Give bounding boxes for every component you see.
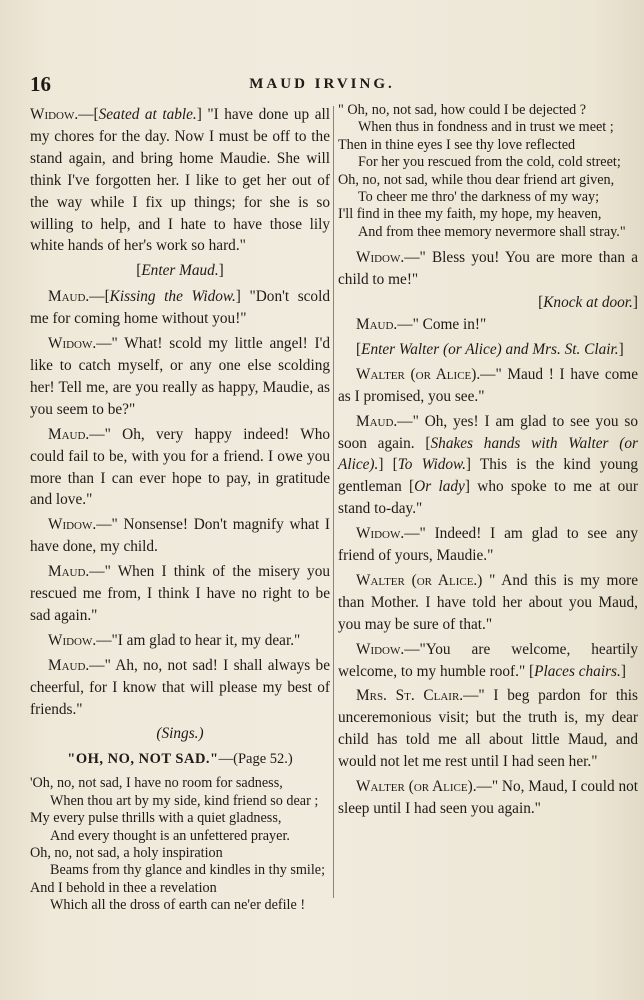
page-header [30, 72, 614, 96]
speaker: Walter (or Alice). [356, 365, 481, 383]
stage-direction-line: [Knock at door.] [538, 294, 638, 312]
stage-direction: Seated at table. [98, 106, 197, 123]
verse-line: Which all the dross of earth can ne'er defile ! [50, 897, 306, 914]
song-verse [338, 102, 638, 241]
speaker: Widow. [356, 640, 405, 658]
verse-line: And every thought is an unfettered prayer. [50, 827, 290, 844]
paragraph: Walter (or Alice).—" Maud ! I have come as I promised, you see." [338, 365, 638, 405]
stage-direction: Knock at door. [543, 294, 633, 312]
speaker: Maud. [48, 288, 90, 306]
sings-direction: (Sings.) [156, 725, 204, 743]
paragraph: Maud.—" Come in!" [356, 315, 487, 333]
verse-line: Beams from thy glance and kindles in thy smile; [50, 862, 326, 879]
speaker: Walter (or Alice). [356, 778, 477, 796]
stage-direction: Places chairs. [534, 662, 621, 680]
verse-line: I'll find in thee my faith, my hope, my heaven, [338, 206, 602, 223]
song-verse [30, 775, 330, 914]
dialogue: " No, Maud, I could not sleep until I had seen you again." [338, 778, 638, 817]
dialogue: " Indeed! I am glad to see any friend of yours, Maudie." [338, 525, 638, 565]
stage-direction: To Widow. [397, 456, 466, 474]
dialogue: "I have done up all my chores for the day. Now I must be off to the stand again, and bring home Maudie. She will think I've forgotten her. I like to get her out of the way while I fix up things; for she is so willing to help, and I hate to have those lily white hands of her's work so hard." [30, 106, 330, 255]
song-title [30, 749, 330, 771]
paragraph: Widow.—"You are welcome, heartily welcome, to my humble roof." [Places chairs.] [338, 640, 638, 680]
speaker: Mrs. St. Clair. [356, 687, 464, 705]
verse-line: To cheer me thro' the darkness of my way; [358, 189, 600, 206]
dialogue: " I beg pardon for this unceremonious visit; but the truth is, my dear child has told me all about little Maud, and would not let me rest until I had seen her." [338, 687, 638, 771]
dialogue: who spoke to me at our stand to-day." [338, 478, 638, 518]
dialogue: " Ah, no, not sad! I shall always be cheerful, for I know that will please my best of friends." [30, 656, 330, 718]
verse-line: When thus in fondness and in trust we meet ; [358, 119, 614, 136]
stage-direction-line: [Enter Maud.] [136, 262, 224, 280]
verse-line: " Oh, no, not sad, how could I be dejected ? [338, 102, 587, 118]
verse-line: When thou art by my side, kind friend so dear ; [50, 792, 319, 809]
paragraph: Widow.—[Seated at table.] "I have done up all my chores for the day. Now I must be off to the stand again, and bring home Maudie. She will think I've forgotten her. I like to get her out of the way while I fix up things; for she is so willing to help, and I hate to have those lily white hands of her's work so hard." [30, 106, 330, 255]
dialogue: " When I think of the misery you rescued me from, I think I have no right to be sad again." [30, 563, 330, 624]
paragraph: Maud.—" Oh, very happy indeed! Who could fail to be, with you for a friend. I owe you more than I can ever hope to pay, in gratitude and love." [30, 425, 330, 509]
page-number: 16 [30, 72, 51, 96]
stage-direction: Shakes hands with Walter (or Alice). [338, 434, 638, 474]
verse-line: Oh, no, not sad, a holy inspiration [30, 844, 223, 861]
song-title-text: "OH, NO, NOT SAD." [67, 751, 219, 768]
dialogue: " Maud ! I have come as I promised, you see." [338, 365, 638, 405]
stage-direction: Or lady [414, 478, 465, 496]
paragraph: Widow.—" Nonsense! Don't magnify what I have done, my child. [30, 516, 330, 556]
dialogue: "I am glad to hear it, my dear." [111, 631, 301, 649]
verse-line: For her you rescued from the cold, cold street; [358, 154, 621, 171]
dialogue: " Oh, yes! I am glad to see you so soon again. [338, 412, 638, 452]
speaker: Widow. [48, 516, 97, 534]
right-column [338, 102, 638, 823]
speaker: Widow. [356, 249, 405, 267]
paragraph: Walter (or Alice).—" No, Maud, I could not sleep until I had seen you again." [338, 778, 638, 817]
speaker: Maud. [48, 656, 90, 674]
dialogue: " What! scold my little angel! I'd like to catch myself, or any one else scolding her! Tell me, are you really as happy, Maudie, as you seem to be?" [30, 335, 330, 418]
stage-direction: Kissing the Widow. [109, 288, 236, 306]
stage-direction-line: [Enter Walter (or Alice) and Mrs. St. Clair.] [356, 340, 624, 358]
speaker: Widow. [356, 525, 405, 543]
paragraph: Maud.—[Kissing the Widow.] "Don't scold me for coming home without you!" [30, 288, 330, 328]
verse-line: Then in thine eyes I see thy love reflected [338, 136, 576, 153]
paragraph: Maud.—" Ah, no, not sad! I shall always be cheerful, for I know that will please my best of friends." [30, 656, 330, 718]
column-divider [333, 106, 334, 898]
dialogue: This is the kind young gentleman [338, 456, 638, 496]
paragraph [338, 570, 638, 636]
dialogue: "You are welcome, heartily welcome, to my humble roof." [338, 640, 638, 680]
dialogue: " Bless you! You are more than a child to me!" [338, 249, 638, 289]
paragraph: Mrs. St. Clair.—" I beg pardon for this unceremonious visit; but the truth is, my dear child has told me all about little Maud, and would not let me rest until I had seen her." [338, 687, 638, 771]
left-column [30, 104, 330, 915]
speaker: Widow. [30, 106, 79, 123]
speaker: Maud. [48, 425, 90, 443]
paragraph: Maud.—" Oh, yes! I am glad to see you so soon again. [Shakes hands with Walter (or Alice).] [To Widow.] This is the kind young gentleman [Or lady] who spoke to me at our stand to-day." [338, 412, 638, 518]
verse-line: 'Oh, no, not sad, I have no room for sadness, [30, 775, 283, 792]
speaker: Widow. [48, 631, 97, 649]
speaker: Walter (or Alice.) [356, 571, 483, 589]
paragraph: Widow.—" What! scold my little angel! I'd like to catch myself, or any one else scolding her! Tell me, are you really as happy, Maudie, as you seem to be?" [30, 335, 330, 418]
dialogue: " Nonsense! Don't magnify what I have done, my child. [30, 516, 330, 556]
verse-line: Oh, no, not sad, while thou dear friend art given, [338, 171, 615, 188]
speaker: Maud. [356, 412, 398, 430]
verse-line: My every pulse thrills with a quiet gladness, [30, 810, 282, 827]
speaker: Maud. [48, 563, 90, 581]
verse-line: And from thee memory nevermore shall stray." [358, 223, 626, 240]
stage-direction: Enter Maud. [141, 262, 219, 280]
paragraph: Widow.—" Bless you! You are more than a child to me!" [338, 249, 638, 289]
paragraph: Widow.—"I am glad to hear it, my dear." [48, 631, 301, 649]
paragraph: Widow.—" Indeed! I am glad to see any friend of yours, Maudie." [338, 525, 638, 565]
speaker: Maud. [356, 315, 398, 333]
running-title: MAUD IRVING. [249, 76, 395, 92]
dialogue: " Oh, very happy indeed! Who could fail to be, with you for a friend. I owe you more than I can ever hope to pay, in gratitude and love." [30, 425, 330, 509]
speaker: Widow. [48, 335, 97, 353]
dialogue: "Don't scold me for coming home without you!" [30, 288, 330, 328]
paragraph: Maud.—" When I think of the misery you rescued me from, I think I have no right to be sad again." [30, 563, 330, 624]
dialogue: " Come in!" [412, 315, 487, 333]
dialogue: " And this is my more than Mother. I have told her about you Maud, you may be sure of that." [338, 571, 638, 633]
stage-direction: Enter Walter (or Alice) and Mrs. St. Clair. [361, 340, 619, 358]
song-page-ref: —(Page 52.) [218, 751, 293, 768]
verse-line: And I behold in thee a revelation [30, 879, 217, 896]
